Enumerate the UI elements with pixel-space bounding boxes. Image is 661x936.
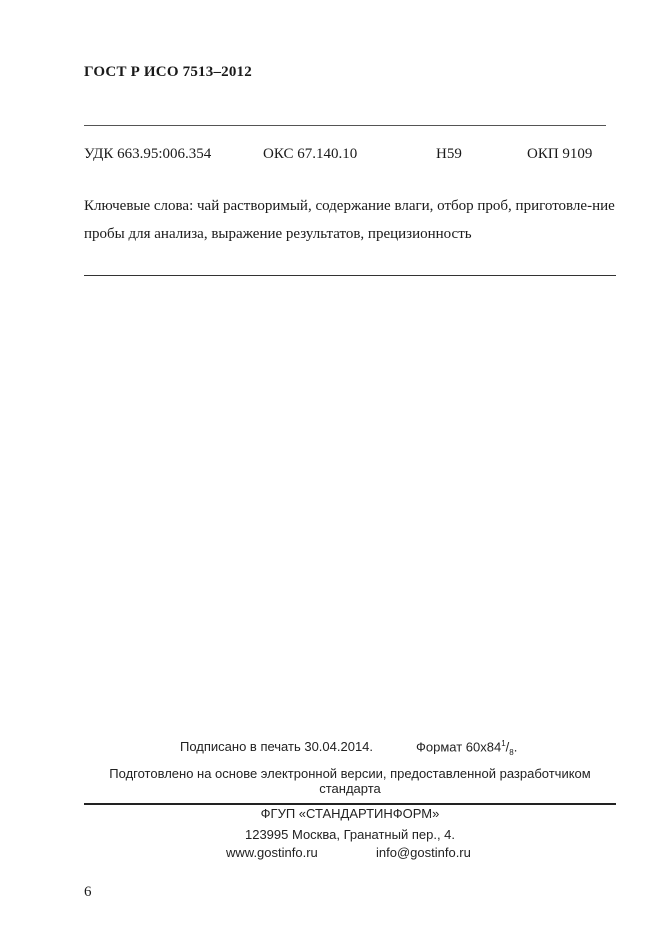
group-code: Н59 (436, 146, 462, 162)
signed-for-print: Подписано в печать 30.04.2014. (180, 739, 374, 754)
top-divider (84, 125, 606, 126)
format-suffix: . (513, 739, 518, 755)
oks-code: ОКС 67.140.10 (263, 146, 358, 162)
document-title: ГОСТ Р ИСО 7513–2012 (84, 64, 252, 80)
publisher-address: 123995 Москва, Гранатный пер., 4. (244, 827, 456, 842)
publisher-website: www.gostinfo.ru (226, 845, 318, 860)
prepared-note: Подготовлено на основе электронной версии, предоставленной разработчиком стандарта (109, 766, 591, 796)
imprint-divider (84, 803, 616, 805)
format-denominator: 8 (509, 747, 514, 757)
paper-format: Формат $60x84^1/_8$. (416, 739, 518, 757)
format-prefix: Формат 60x84 (416, 739, 502, 755)
udk-code: УДК 663.95:006.354 (84, 146, 212, 162)
page-number: 6 (84, 884, 92, 900)
okp-code: ОКП 9109 (527, 146, 593, 162)
publisher-email: info@gostinfo.ru (376, 845, 471, 860)
publisher-name: ФГУП «СТАНДАРТИНФОРМ» (260, 806, 440, 821)
middle-divider (84, 275, 616, 276)
format-numerator: 1 (501, 739, 506, 748)
keywords-paragraph: Ключевые слова: чай растворимый, содержание влаги, отбор проб, приготовле-ние пробы для анализа, выражение результатов, прецизионность (84, 198, 615, 242)
